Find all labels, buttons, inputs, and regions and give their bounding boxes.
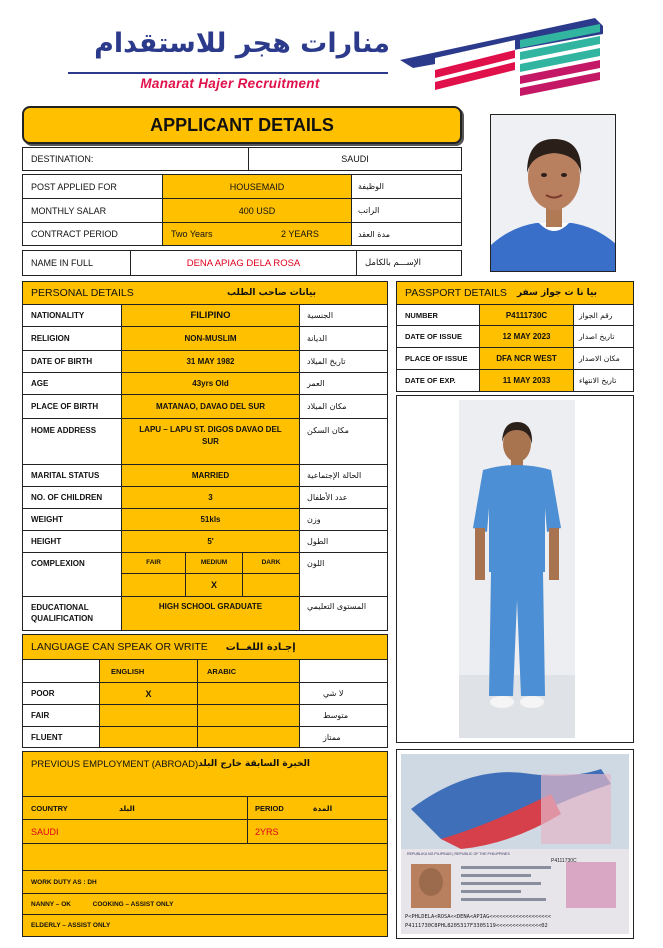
language-header <box>22 634 388 660</box>
language-poor-english: X <box>145 688 152 699</box>
birthplace-arabic: مكان الميلاد <box>307 402 347 411</box>
children-label: NO. OF CHILDREN <box>31 493 103 502</box>
birthplace-row <box>23 395 387 419</box>
personal-details-title: PERSONAL DETAILS <box>31 287 134 299</box>
passport-place-value: DFA NCR WEST <box>496 354 557 363</box>
birthplace-label: PLACE OF BIRTH <box>31 402 99 411</box>
address-value: LAPU – LAPU ST. DIGOS DAVAO DEL SUR <box>139 425 282 446</box>
age-row <box>23 373 387 395</box>
complexion-medium-mark: X <box>210 580 217 590</box>
passport-place-row <box>397 348 633 370</box>
logo-underline <box>68 72 388 74</box>
religion-value: NON-MUSLIM <box>184 334 237 343</box>
destination-value: SAUDI <box>341 154 369 164</box>
company-logo <box>60 10 620 100</box>
passport-details-title-ar: بيا نا ت جواز سفر <box>516 288 598 298</box>
complexion-dark: DARK <box>261 558 281 566</box>
education-arabic: المستوى التعليمي <box>307 601 367 611</box>
nationality-row <box>23 305 387 327</box>
religion-arabic: الديانة <box>307 334 328 343</box>
post-arabic: الوظيفة <box>351 175 461 199</box>
age-label: AGE <box>31 379 49 388</box>
height-arabic: الطول <box>307 537 329 546</box>
headshot-illustration <box>491 115 616 272</box>
language-title: LANGUAGE CAN SPEAK OR WRITE <box>31 641 208 653</box>
language-fair-label: FAIR <box>31 711 50 720</box>
passport-expiry-label: DATE OF EXP. <box>405 376 456 385</box>
nationality-value: FILIPINO <box>190 310 231 321</box>
passport-issue-arabic: تاريخ اصدار <box>579 332 615 341</box>
salary-arabic: الراتب <box>351 199 461 223</box>
passport-place-label: PLACE OF ISSUE <box>405 354 468 363</box>
personal-details-table <box>22 305 388 631</box>
passport-scan-header: REPUBLIKA NG PILIPINAS | REPUBLIC OF THE PHILIPPINES <box>407 852 510 856</box>
destination-row <box>22 147 462 171</box>
passport-number-label: NUMBER <box>405 310 438 320</box>
complexion-label: COMPLEXION <box>31 558 85 568</box>
employment-duty-1: WORK DUTY AS : DH <box>31 878 97 886</box>
employment-duty-2: NANNY – OK COOKING – ASSIST ONLY <box>31 900 174 908</box>
language-english-header: ENGLISH <box>111 666 145 676</box>
page-title-text: APPLICANT DETAILS <box>150 114 334 135</box>
personal-details-header <box>22 281 388 305</box>
address-arabic: مكان السكن <box>307 425 349 435</box>
employment-title-ar: الخبرة السابقة خارج البلد <box>198 759 310 769</box>
passport-place-arabic: مكان الاصدار <box>579 354 620 363</box>
education-value: HIGH SCHOOL GRADUATE <box>158 601 263 611</box>
employment-section <box>22 751 388 937</box>
marital-label: MARITAL STATUS <box>31 471 100 480</box>
passport-expiry-row <box>397 370 633 391</box>
nationality-arabic: الجنسية <box>307 311 334 320</box>
employment-period-label: PERIOD <box>255 803 284 813</box>
employment-country-ar: البلد <box>119 803 135 813</box>
marital-value: MARRIED <box>191 471 230 480</box>
language-fluent-ar: ممتاز <box>323 732 341 742</box>
passport-number-value: P4111730C <box>505 310 548 320</box>
passport-details-title: PASSPORT DETAILS <box>405 287 507 299</box>
employment-country-label: COUNTRY <box>31 803 68 813</box>
weight-row <box>23 509 387 531</box>
language-fluent-english <box>100 727 197 747</box>
nationality-label: NATIONALITY <box>31 311 85 320</box>
employment-col-line <box>247 796 248 844</box>
full-body-illustration <box>459 400 575 738</box>
language-poor-label: POOR <box>31 689 55 698</box>
complexion-arabic: اللون <box>307 558 325 568</box>
complexion-row <box>23 553 387 597</box>
language-table <box>22 660 388 748</box>
page-title <box>22 106 462 144</box>
complexion-grid-h <box>122 573 299 574</box>
complexion-fair: FAIR <box>146 558 161 566</box>
contract-value-text: Two Years <box>163 223 263 245</box>
passport-mrz-line-2: P4111730C8PHL8205317F3305119<<<<<<<<<<<<<<02 <box>405 923 548 929</box>
employment-duty-3: ELDERLY – ASSIST ONLY <box>31 922 111 929</box>
religion-row <box>23 327 387 351</box>
personal-details-title-ar: بيانات صاحب الطلب <box>227 288 317 298</box>
passport-number-row <box>397 305 633 326</box>
passport-expiry-arabic: تاريخ الانتهاء <box>579 376 617 385</box>
contract-arabic: مدة العقد <box>351 223 461 245</box>
passport-details-header <box>396 281 634 305</box>
employment-line-3 <box>23 843 387 844</box>
contract-value-years: 2 YEARS <box>263 223 351 245</box>
address-row <box>23 419 387 465</box>
passport-issue-value: 12 MAY 2023 <box>502 332 551 341</box>
passport-details-table <box>396 305 634 392</box>
language-arabic-header: ARABIC <box>207 666 237 676</box>
employment-period-value: 2YRS <box>255 826 279 837</box>
destination-label: DESTINATION: <box>23 148 249 170</box>
weight-arabic: وزن <box>307 515 321 524</box>
salary-value: 400 USD <box>163 199 351 223</box>
post-value: HOUSEMAID <box>163 175 351 199</box>
contract-label: CONTRACT PERIOD <box>23 223 163 245</box>
passport-scan-image <box>401 754 629 934</box>
dob-value: 31 MAY 1982 <box>186 357 235 366</box>
children-value: 3 <box>208 493 213 502</box>
house-logo-icon <box>395 10 605 98</box>
name-arabic: الإســـم بالكامل <box>365 258 421 268</box>
name-row <box>22 250 462 276</box>
height-label: HEIGHT <box>31 537 62 546</box>
weight-value: 51kls <box>200 515 221 524</box>
children-arabic: عدد الأطفال <box>307 493 348 502</box>
language-fair-english <box>100 705 197 726</box>
passport-expiry-value: 11 MAY 2033 <box>502 376 551 385</box>
language-title-ar: إجـادة اللغــات <box>225 641 296 653</box>
marital-arabic: الحالة الإجتماعية <box>307 471 362 480</box>
employment-country-value: SAUDI <box>31 826 59 837</box>
passport-number-arabic: رقم الجواز <box>579 310 613 320</box>
post-label: POST APPLIED FOR <box>23 175 163 199</box>
weight-label: WEIGHT <box>31 515 63 524</box>
logo-english-name: Manarat Hajer Recruitment <box>140 76 320 91</box>
age-value: 43yrs Old <box>192 379 229 388</box>
passport-scan-illustration <box>401 754 629 934</box>
applicant-headshot <box>490 114 616 272</box>
height-value: 5' <box>207 537 214 546</box>
employment-title-en: PREVIOUS EMPLOYMENT (ABROAD) <box>31 758 199 770</box>
height-row <box>23 531 387 553</box>
education-row <box>23 597 387 630</box>
language-fair-ar: متوسط <box>323 711 349 720</box>
dob-arabic: تاريخ الميلاد <box>307 357 346 366</box>
address-label: HOME ADDRESS <box>31 425 97 435</box>
education-label: EDUCATIONAL QUALIFICATION <box>31 603 94 623</box>
language-fluent-label: FLUENT <box>31 732 63 742</box>
language-fluent-arabic <box>198 727 299 747</box>
full-body-photo <box>459 400 575 738</box>
salary-label: MONTHLY SALAR <box>23 199 163 223</box>
passport-issue-row <box>397 326 633 348</box>
children-row <box>23 487 387 509</box>
religion-label: RELIGION <box>31 334 70 343</box>
passport-issue-label: DATE OF ISSUE <box>405 332 462 341</box>
language-fair-arabic <box>198 705 299 726</box>
employment-period-ar: المدة <box>313 803 333 813</box>
dob-row <box>23 351 387 373</box>
employment-title <box>31 756 381 772</box>
full-name-value: DENA APIAG DELA ROSA <box>131 251 357 275</box>
language-poor-ar: لا شي <box>323 689 344 698</box>
passport-scan-frame <box>396 749 634 939</box>
name-label: NAME IN FULL <box>23 251 131 275</box>
passport-mrz-line-1: P<PHLDELA<ROSA<<DENA<APIAG<<<<<<<<<<<<<<<<<<< <box>405 914 552 920</box>
full-body-photo-frame <box>396 395 634 743</box>
dob-label: DATE OF BIRTH <box>31 357 93 366</box>
marital-row <box>23 465 387 487</box>
complexion-medium: MEDIUM <box>200 558 228 566</box>
job-table <box>22 174 462 246</box>
logo-arabic-name: منارات هجر للاستقدام <box>94 28 390 59</box>
passport-scan-number: P4111730C <box>551 858 577 864</box>
language-poor-arabic <box>198 683 299 704</box>
age-arabic: العمر <box>307 379 325 388</box>
birthplace-value: MATANAO, DAVAO DEL SUR <box>155 402 266 411</box>
